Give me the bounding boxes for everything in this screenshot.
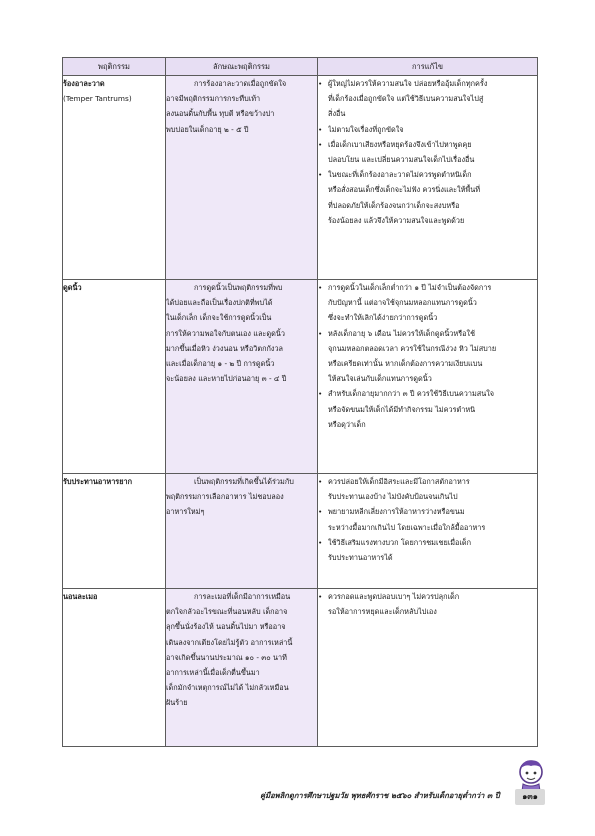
fix-line: ระหว่างมื้อมากเกินไป โดยเฉพาะเมื่อใกล้มื้ออาหาร xyxy=(328,522,486,532)
fix-list-item xyxy=(318,504,537,534)
fix-list-item xyxy=(318,326,537,387)
fix-cell xyxy=(318,76,538,280)
footer-text: คู่มือพลิกดูการศึกษาปฐมวัย พุทธศักราช ๒๕๖๐ สำหรับเด็กอายุต่ำกว่า ๓ ปี xyxy=(260,791,500,800)
bullet-icon: • xyxy=(318,389,323,399)
fix-line: ให้สนใจเล่นกับเด็กแทนการดูดนิ้ว xyxy=(328,374,432,384)
fix-cell xyxy=(318,474,538,589)
fix-cell xyxy=(318,589,538,747)
fix-list-item xyxy=(318,589,537,619)
characteristics-line: จะน้อยลง และหายไปก่อนอายุ ๓ - ๔ ปี xyxy=(166,374,287,384)
fix-list-item xyxy=(318,167,537,228)
characteristics-line: เด็กมักจำเหตุการณ์ไม่ได้ ไม่กลัวเหมือน xyxy=(166,683,289,693)
characteristics-line: และเมื่อเด็กอายุ ๑ - ๒ ปี การดูดนิ้ว xyxy=(166,359,275,369)
fix-line: เมื่อเด็กเบาเสียงหรือหยุดร้องจึงเข้าไปหาพูดคุย xyxy=(328,139,472,149)
fix-line: จุกนมหลอกตลอดเวลา ควรใช้ในกรณีง่วง หิว ไม่สบาย xyxy=(328,343,497,353)
characteristics-cell xyxy=(166,280,318,474)
fix-line: หรือสั่งสอนเด็กซึ่งเด็กจะไม่ฟัง ควรนิ่งและให้พื้นที่ xyxy=(328,185,481,195)
fix-list-item xyxy=(318,386,537,432)
fix-line: รอให้อาการหยุดและเด็กหลับไปเอง xyxy=(328,607,437,617)
fix-line: ที่ปลอดภัยให้เด็กร้องจนกว่าเด็กจะสงบหรือ xyxy=(328,200,460,210)
characteristics-line: อาหารใหม่ๆ xyxy=(166,507,205,517)
header-characteristics: ลักษณะพฤติกรรม xyxy=(166,58,318,76)
table-header-row xyxy=(63,58,538,76)
bullet-icon: • xyxy=(318,139,323,149)
characteristics-cell xyxy=(166,474,318,589)
characteristics-line: มากขึ้นเมื่อหิว ง่วงนอน หรือวิตกกังวล xyxy=(166,343,284,353)
characteristics-line: การร้องอาละวาดเมื่อถูกขัดใจ xyxy=(194,79,287,88)
fix-line: รับประทานเองบ้าง ไม่บังคับป้อนจนเกินไป xyxy=(328,492,458,502)
behavior-name: นอนละเมอ xyxy=(63,592,98,601)
behavior-cell xyxy=(63,589,166,747)
fix-line: ผู้ใหญ่ไม่ควรให้ความสนใจ ปล่อยหรืออุ้มเด็กทุกครั้ง xyxy=(328,79,488,88)
bullet-icon: • xyxy=(318,170,323,180)
behavior-cell xyxy=(63,280,166,474)
fix-line: ปลอบโยน และเปลี่ยนความสนใจเด็กไปเรื่องอื่น xyxy=(328,155,475,165)
behavior-table xyxy=(62,57,538,747)
bullet-icon: • xyxy=(318,592,323,601)
fix-line: ร้องน้อยลง แล้วจึงให้ความสนใจและพูดด้วย xyxy=(328,215,465,225)
characteristics-line: อาการเหล่านี้เมื่อเด็กตื่นขึ้นมา xyxy=(166,668,260,678)
table-row xyxy=(63,280,538,474)
characteristics-line: อาจมีพฤติกรรมการกระทืบเท้า xyxy=(166,94,261,104)
table-row xyxy=(63,76,538,280)
fix-line: หรือดุว่าเด็ก xyxy=(328,419,366,429)
characteristics-cell xyxy=(166,76,318,280)
fix-line: ใช้วิธีเสริมแรงทางบวก โดยการชมเชยเมื่อเด็ก xyxy=(328,537,472,547)
characteristics-line: ลุกขึ้นนั่งร้องไห้ นอนดิ้นไปมา หรืออาจ xyxy=(166,622,286,632)
fix-line: สิ่งอื่น xyxy=(328,109,346,119)
behavior-subtitle: (Temper Tantrums) xyxy=(63,94,132,104)
fix-list xyxy=(318,589,537,619)
bullet-icon: • xyxy=(318,328,323,338)
characteristics-line: ฝันร้าย xyxy=(166,698,188,708)
bullet-icon: • xyxy=(318,477,323,486)
fix-line: ในขณะที่เด็กร้องอาละวาดไม่ควรพูดตำหนิเด็ก xyxy=(328,170,472,180)
header-fix: การแก้ไข xyxy=(318,58,538,76)
behavior-name: ร้องอาละวาด xyxy=(63,79,105,88)
fix-list xyxy=(318,76,537,228)
characteristics-line: การละเมอที่เด็กมีอาการเหมือน xyxy=(194,592,291,601)
characteristics-line: การดูดนิ้วเป็นพฤติกรรมที่พบ xyxy=(194,283,283,292)
fix-line: สำหรับเด็กอายุมากกว่า ๓ ปี ควรใช้วิธีเบนความสนใจ xyxy=(328,389,495,399)
characteristics-line: ตกใจกลัวอะไรขณะที่นอนหลับ เด็กอาจ xyxy=(166,607,288,617)
page-number: ๑๓๑ xyxy=(515,789,545,805)
bullet-icon: • xyxy=(318,124,323,134)
fix-cell xyxy=(318,280,538,474)
fix-line: ที่เด็กร้องเมื่อถูกขัดใจ แต่ใช้วิธีเบนความสนใจไปสู่ xyxy=(328,94,484,104)
table-row xyxy=(63,589,538,747)
fix-line: กับปัญหานี้ แต่อาจใช้จุกนมหลอกแทนการดูดนิ้ว xyxy=(328,298,477,308)
fix-line: ควรกอดและพูดปลอบเบาๆ ไม่ควรปลุกเด็ก xyxy=(328,592,460,601)
characteristics-line: ได้บ่อยและถือเป็นเรื่องปกติที่พบได้ xyxy=(166,298,273,308)
header-behavior: พฤติกรรม xyxy=(63,58,166,76)
bullet-icon: • xyxy=(318,537,323,547)
fix-list xyxy=(318,474,537,565)
fix-line: รับประทานอาหารได้ xyxy=(328,553,393,563)
fix-line: ซึ่งจะทำให้เลิกได้ง่ายกว่าการดูดนิ้ว xyxy=(328,313,438,323)
bullet-icon: • xyxy=(318,79,323,88)
fix-line: หรือจัดขนมให้เด็กได้มีทำกิจกรรม ไม่ควรตำหนิ xyxy=(328,404,476,414)
characteristics-line: เดินลงจากเตียงโดยไม่รู้ตัว อาการเหล่านี้ xyxy=(166,637,293,647)
behavior-cell xyxy=(63,474,166,589)
fix-line: ไม่ตามใจเรื่องที่ถูกขัดใจ xyxy=(328,124,404,134)
fix-line: การดูดนิ้วในเด็กเล็กต่ำกว่า ๑ ปี ไม่จำเป็นต้องจัดการ xyxy=(328,283,492,292)
characteristics-line: พฤติกรรมการเลือกอาหาร ไม่ชอบลอง xyxy=(166,492,284,502)
bullet-icon: • xyxy=(318,283,323,292)
fix-line: ควรปล่อยให้เด็กมีอิสระและมีโอกาสตักอาหาร xyxy=(328,477,470,486)
characteristics-line: เป็นพฤติกรรมที่เกิดขึ้นได้ร่วมกับ xyxy=(194,477,294,486)
bullet-icon: • xyxy=(318,507,323,517)
behavior-cell xyxy=(63,76,166,280)
table-row xyxy=(63,474,538,589)
fix-line: หลังเด็กอายุ ๖ เดือน ไม่ควรให้เด็กดูดนิ้วหรือใช้ xyxy=(328,328,476,338)
characteristics-line: พบบ่อยในเด็กอายุ ๒ - ๕ ปี xyxy=(166,124,249,134)
behavior-name: ดูดนิ้ว xyxy=(63,283,82,292)
behavior-name: รับประทานอาหารยาก xyxy=(63,477,133,486)
fix-list-item xyxy=(318,76,537,122)
characteristics-line: อาจเกิดขึ้นนานประมาณ ๑๐ - ๓๐ นาที xyxy=(166,652,287,662)
fix-list xyxy=(318,280,537,432)
characteristics-cell xyxy=(166,589,318,747)
fix-list-item xyxy=(318,474,537,504)
fix-line: หรือเครียดเท่านั้น หากเด็กต้องการความเงียบแบน xyxy=(328,359,483,369)
characteristics-line: การให้ความพอใจกับตนเอง และดูดนิ้ว xyxy=(166,328,285,338)
characteristics-line: ในเด็กเล็ก เด็กจะใช้การดูดนิ้วเป็น xyxy=(166,313,272,323)
fix-list-item xyxy=(318,122,537,137)
fix-list-item xyxy=(318,535,537,565)
fix-list-item xyxy=(318,280,537,326)
fix-line: พยายามหลีกเลี่ยงการให้อาหารว่างหรือขนม xyxy=(328,507,465,517)
characteristics-line: ลงนอนดิ้นกับพื้น ทุบตี หรือขว้างปา xyxy=(166,109,275,119)
fix-list-item xyxy=(318,137,537,167)
